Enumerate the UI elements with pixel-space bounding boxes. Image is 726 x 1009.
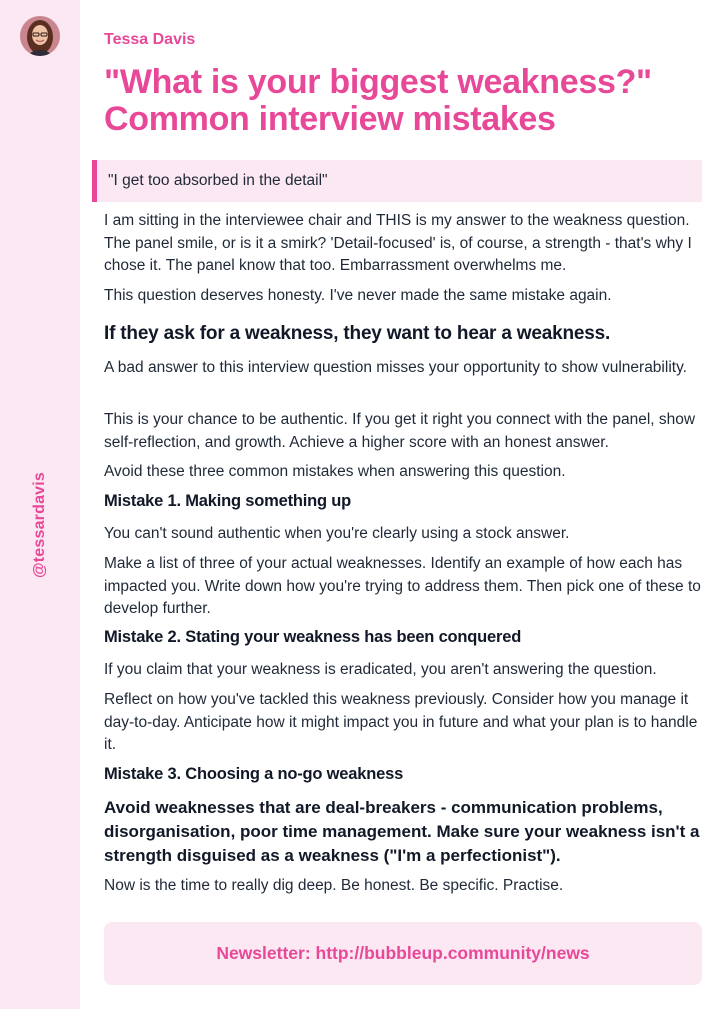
intro-paragraph-2: This question deserves honesty. I've never made the same mistake again.: [104, 287, 612, 304]
twitter-handle[interactable]: @tessardavis: [31, 471, 48, 579]
pull-quote-text: "I get too absorbed in the detail": [108, 172, 328, 189]
mistake-1-paragraph-2: Make a list of three of your actual weaknesses. Identify an example of how each has impacted you. Write down how you're trying to address them. Then pick one of these to develop further.: [104, 555, 701, 617]
page-title: "What is your biggest weakness?" Common interview mistakes: [104, 63, 652, 138]
newsletter-link[interactable]: Newsletter: http://bubbleup.community/news: [216, 943, 590, 963]
avatar-portrait-icon: [20, 16, 60, 56]
avatar[interactable]: [20, 16, 60, 56]
section-paragraph-3: Avoid these three common mistakes when answering this question.: [104, 463, 566, 480]
pull-quote: [92, 160, 702, 202]
sidebar: [0, 0, 80, 1009]
section-paragraph-1: A bad answer to this interview question misses your opportunity to show vulnerability.: [104, 359, 687, 376]
mistake-1-heading: Mistake 1. Making something up: [104, 492, 352, 510]
mistake-2-paragraph-1: If you claim that your weakness is eradicated, you aren't answering the question.: [104, 661, 657, 678]
mistake-3-heading: Mistake 3. Choosing a no-go weakness: [104, 765, 404, 783]
mistake-3-emphasis: Avoid weaknesses that are deal-breakers - communication problems, disorganisation, poor time management. Make sure your weakness isn't a strength disguised as a weakness ("I'm a perfectionist").: [104, 798, 700, 865]
intro-paragraph-1: I am sitting in the interviewee chair and THIS is my answer to the weakness question. The panel smile, or is it a smirk? 'Detail-focused' is, of course, a strength - that's why I chose it. The panel know that too. Embarrassment overwhelms me.: [104, 212, 692, 274]
mistake-2-heading: Mistake 2. Stating your weakness has been conquered: [104, 628, 522, 646]
mistake-2-paragraph-2: Reflect on how you've tackled this weakness previously. Consider how you manage it day-to-day. Anticipate how it might impact you in future and what your plan is to handle it.: [104, 691, 698, 753]
section-heading: If they ask for a weakness, they want to hear a weakness.: [104, 323, 611, 344]
section-paragraph-2: This is your chance to be authentic. If you get it right you connect with the panel, show self-reflection, and growth. Achieve a higher score with an honest answer.: [104, 411, 696, 451]
mistake-3-paragraph-1: Now is the time to really dig deep. Be honest. Be specific. Practise.: [104, 877, 564, 894]
author-name[interactable]: Tessa Davis: [104, 31, 196, 48]
newsletter-banner[interactable]: [104, 922, 702, 985]
mistake-1-paragraph-1: You can't sound authentic when you're clearly using a stock answer.: [104, 525, 570, 542]
